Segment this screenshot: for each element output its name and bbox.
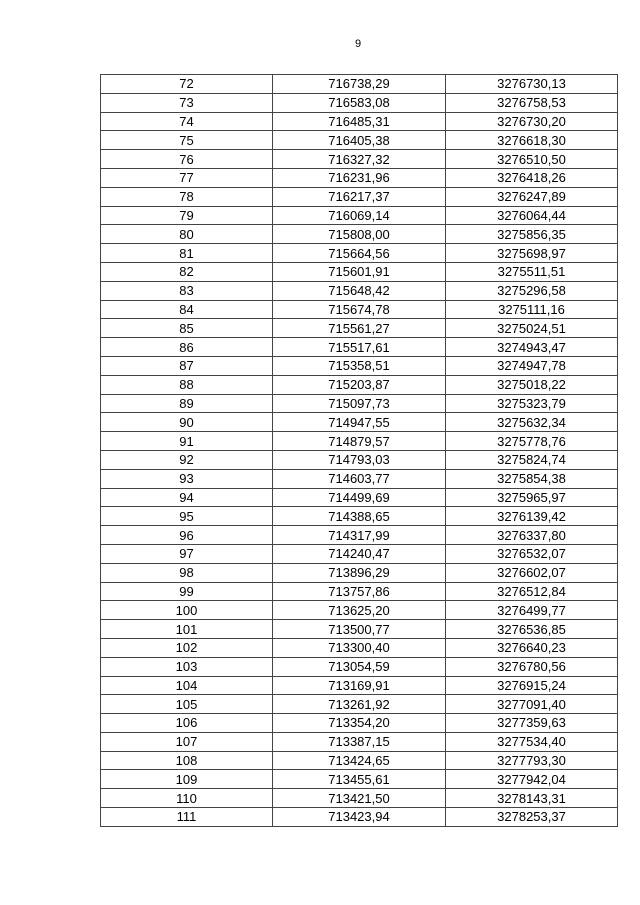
y-coordinate-cell: 3276532,07 (446, 544, 618, 563)
point-number-cell: 111 (101, 808, 273, 827)
x-coordinate-cell: 714879,57 (273, 432, 446, 451)
x-coordinate-cell: 715203,87 (273, 375, 446, 394)
y-coordinate-cell: 3276640,23 (446, 638, 618, 657)
x-coordinate-cell: 714947,55 (273, 413, 446, 432)
x-coordinate-cell: 713424,65 (273, 751, 446, 770)
table-row (101, 657, 618, 676)
point-number-cell: 88 (101, 375, 273, 394)
y-coordinate-cell: 3275323,79 (446, 394, 618, 413)
x-coordinate-cell: 714317,99 (273, 526, 446, 545)
y-coordinate-cell: 3275854,38 (446, 469, 618, 488)
y-coordinate-cell: 3276780,56 (446, 657, 618, 676)
point-number-cell: 76 (101, 150, 273, 169)
table-row (101, 526, 618, 545)
table-row (101, 206, 618, 225)
y-coordinate-cell: 3274943,47 (446, 338, 618, 357)
point-number-cell: 108 (101, 751, 273, 770)
point-number-cell: 74 (101, 112, 273, 131)
x-coordinate-cell: 715601,91 (273, 262, 446, 281)
point-number-cell: 91 (101, 432, 273, 451)
table-row (101, 507, 618, 526)
x-coordinate-cell: 713387,15 (273, 732, 446, 751)
y-coordinate-cell: 3277359,63 (446, 714, 618, 733)
y-coordinate-cell: 3276536,85 (446, 620, 618, 639)
table-row (101, 413, 618, 432)
table-row (101, 75, 618, 94)
y-coordinate-cell: 3275778,76 (446, 432, 618, 451)
x-coordinate-cell: 713423,94 (273, 808, 446, 827)
point-number-cell: 95 (101, 507, 273, 526)
y-coordinate-cell: 3276418,26 (446, 168, 618, 187)
point-number-cell: 94 (101, 488, 273, 507)
point-number-cell: 101 (101, 620, 273, 639)
x-coordinate-cell: 716405,38 (273, 131, 446, 150)
point-number-cell: 77 (101, 168, 273, 187)
x-coordinate-cell: 716485,31 (273, 112, 446, 131)
y-coordinate-cell: 3277793,30 (446, 751, 618, 770)
table-row (101, 676, 618, 695)
x-coordinate-cell: 713896,29 (273, 563, 446, 582)
point-number-cell: 105 (101, 695, 273, 714)
table-row (101, 582, 618, 601)
x-coordinate-cell: 715517,61 (273, 338, 446, 357)
point-number-cell: 102 (101, 638, 273, 657)
table-row (101, 469, 618, 488)
x-coordinate-cell: 715648,42 (273, 281, 446, 300)
y-coordinate-cell: 3275018,22 (446, 375, 618, 394)
y-coordinate-cell: 3275698,97 (446, 244, 618, 263)
point-number-cell: 107 (101, 732, 273, 751)
table-row (101, 244, 618, 263)
x-coordinate-cell: 716231,96 (273, 168, 446, 187)
table-row (101, 168, 618, 187)
table-row (101, 620, 618, 639)
page-number: 9 (354, 38, 362, 50)
table-row (101, 281, 618, 300)
y-coordinate-cell: 3276499,77 (446, 601, 618, 620)
y-coordinate-cell: 3275632,34 (446, 413, 618, 432)
y-coordinate-cell: 3276337,80 (446, 526, 618, 545)
point-number-cell: 83 (101, 281, 273, 300)
point-number-cell: 98 (101, 563, 273, 582)
point-number-cell: 84 (101, 300, 273, 319)
x-coordinate-cell: 713300,40 (273, 638, 446, 657)
x-coordinate-cell: 713054,59 (273, 657, 446, 676)
y-coordinate-cell: 3276618,30 (446, 131, 618, 150)
table-row (101, 732, 618, 751)
point-number-cell: 96 (101, 526, 273, 545)
point-number-cell: 104 (101, 676, 273, 695)
coordinates-table-body (101, 75, 618, 827)
point-number-cell: 106 (101, 714, 273, 733)
y-coordinate-cell: 3277942,04 (446, 770, 618, 789)
table-row (101, 300, 618, 319)
y-coordinate-cell: 3275856,35 (446, 225, 618, 244)
point-number-cell: 109 (101, 770, 273, 789)
y-coordinate-cell: 3275024,51 (446, 319, 618, 338)
y-coordinate-cell: 3277534,40 (446, 732, 618, 751)
x-coordinate-cell: 713625,20 (273, 601, 446, 620)
x-coordinate-cell: 713261,92 (273, 695, 446, 714)
table-row (101, 770, 618, 789)
point-number-cell: 72 (101, 75, 273, 94)
point-number-cell: 90 (101, 413, 273, 432)
point-number-cell: 82 (101, 262, 273, 281)
x-coordinate-cell: 713455,61 (273, 770, 446, 789)
y-coordinate-cell: 3276602,07 (446, 563, 618, 582)
table-row (101, 601, 618, 620)
point-number-cell: 103 (101, 657, 273, 676)
x-coordinate-cell: 715664,56 (273, 244, 446, 263)
y-coordinate-cell: 3276758,53 (446, 93, 618, 112)
x-coordinate-cell: 714793,03 (273, 450, 446, 469)
y-coordinate-cell: 3276064,44 (446, 206, 618, 225)
x-coordinate-cell: 716327,32 (273, 150, 446, 169)
table-row (101, 112, 618, 131)
table-row (101, 187, 618, 206)
x-coordinate-cell: 713421,50 (273, 789, 446, 808)
table-row (101, 638, 618, 657)
point-number-cell: 89 (101, 394, 273, 413)
y-coordinate-cell: 3275511,51 (446, 262, 618, 281)
y-coordinate-cell: 3276247,89 (446, 187, 618, 206)
table-row (101, 375, 618, 394)
point-number-cell: 97 (101, 544, 273, 563)
point-number-cell: 110 (101, 789, 273, 808)
x-coordinate-cell: 713354,20 (273, 714, 446, 733)
point-number-cell: 87 (101, 356, 273, 375)
table-row (101, 432, 618, 451)
point-number-cell: 92 (101, 450, 273, 469)
y-coordinate-cell: 3275296,58 (446, 281, 618, 300)
table-row (101, 695, 618, 714)
table-row (101, 338, 618, 357)
y-coordinate-cell: 3274947,78 (446, 356, 618, 375)
point-number-cell: 86 (101, 338, 273, 357)
x-coordinate-cell: 714603,77 (273, 469, 446, 488)
table-row (101, 150, 618, 169)
x-coordinate-cell: 715097,73 (273, 394, 446, 413)
table-row (101, 225, 618, 244)
table-row (101, 789, 618, 808)
y-coordinate-cell: 3278143,31 (446, 789, 618, 808)
point-number-cell: 75 (101, 131, 273, 150)
y-coordinate-cell: 3278253,37 (446, 808, 618, 827)
y-coordinate-cell: 3276730,13 (446, 75, 618, 94)
x-coordinate-cell: 716069,14 (273, 206, 446, 225)
table-row (101, 563, 618, 582)
x-coordinate-cell: 714499,69 (273, 488, 446, 507)
x-coordinate-cell: 713757,86 (273, 582, 446, 601)
point-number-cell: 80 (101, 225, 273, 244)
table-row (101, 808, 618, 827)
y-coordinate-cell: 3276510,50 (446, 150, 618, 169)
y-coordinate-cell: 3275824,74 (446, 450, 618, 469)
table-row (101, 93, 618, 112)
table-row (101, 488, 618, 507)
y-coordinate-cell: 3276915,24 (446, 676, 618, 695)
x-coordinate-cell: 716583,08 (273, 93, 446, 112)
y-coordinate-cell: 3275111,16 (446, 300, 618, 319)
y-coordinate-cell: 3276730,20 (446, 112, 618, 131)
point-number-cell: 78 (101, 187, 273, 206)
point-number-cell: 93 (101, 469, 273, 488)
y-coordinate-cell: 3276512,84 (446, 582, 618, 601)
x-coordinate-cell: 715808,00 (273, 225, 446, 244)
table-row (101, 751, 618, 770)
x-coordinate-cell: 716738,29 (273, 75, 446, 94)
x-coordinate-cell: 714388,65 (273, 507, 446, 526)
x-coordinate-cell: 715358,51 (273, 356, 446, 375)
point-number-cell: 79 (101, 206, 273, 225)
point-number-cell: 73 (101, 93, 273, 112)
point-number-cell: 81 (101, 244, 273, 263)
x-coordinate-cell: 713500,77 (273, 620, 446, 639)
table-row (101, 544, 618, 563)
coordinates-table (100, 74, 618, 827)
y-coordinate-cell: 3275965,97 (446, 488, 618, 507)
x-coordinate-cell: 716217,37 (273, 187, 446, 206)
table-row (101, 131, 618, 150)
table-row (101, 714, 618, 733)
y-coordinate-cell: 3277091,40 (446, 695, 618, 714)
y-coordinate-cell: 3276139,42 (446, 507, 618, 526)
table-row (101, 450, 618, 469)
point-number-cell: 85 (101, 319, 273, 338)
table-row (101, 262, 618, 281)
point-number-cell: 99 (101, 582, 273, 601)
table-row (101, 319, 618, 338)
x-coordinate-cell: 715674,78 (273, 300, 446, 319)
x-coordinate-cell: 714240,47 (273, 544, 446, 563)
table-row (101, 356, 618, 375)
table-row (101, 394, 618, 413)
point-number-cell: 100 (101, 601, 273, 620)
x-coordinate-cell: 715561,27 (273, 319, 446, 338)
x-coordinate-cell: 713169,91 (273, 676, 446, 695)
